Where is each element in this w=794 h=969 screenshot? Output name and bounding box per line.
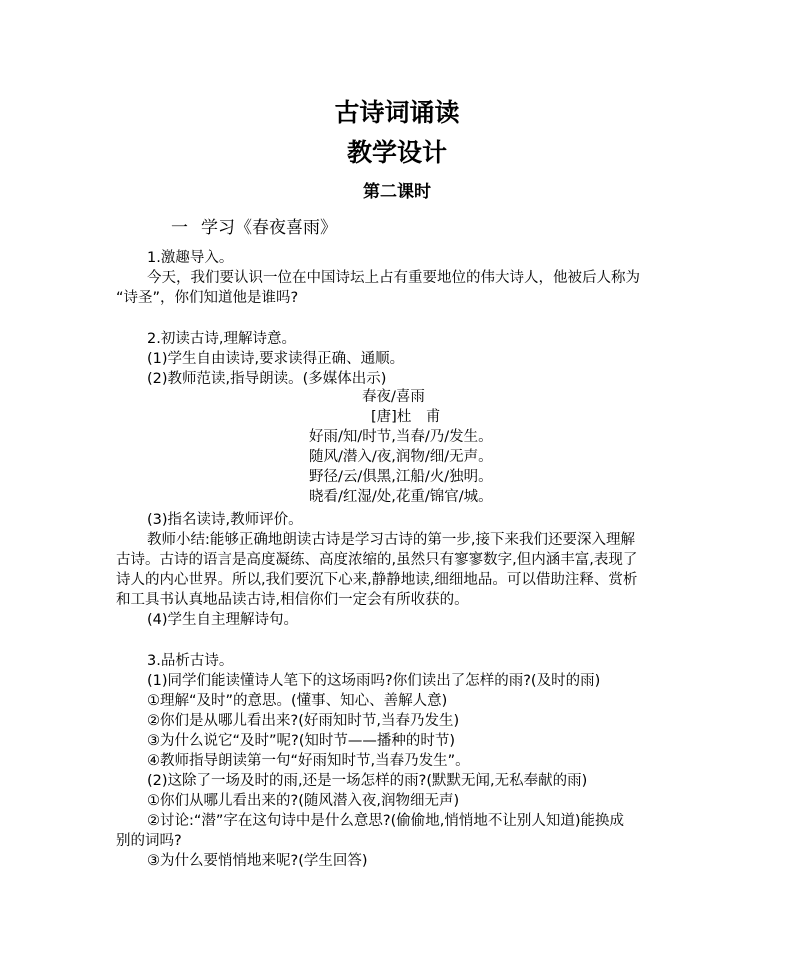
text-line: (4)学生自主理解诗句。 bbox=[147, 612, 299, 628]
text-line: (2)教师范读,指导朗读。(多媒体出示) bbox=[147, 371, 387, 387]
text-line: 教师小结:能够正确地朗读古诗是学习古诗的第一步,接下来我们还要深入理解 bbox=[147, 532, 635, 548]
poem-line: 好雨/知/时节,当春/乃/发生。 bbox=[309, 429, 493, 445]
text-line: 和工具书认真地品读古诗,相信你们一定会有所收获的。 bbox=[116, 592, 469, 608]
section-heading bbox=[171, 217, 337, 239]
text-line: ③为什么说它“及时”呢?(知时节——播种的时节) bbox=[147, 733, 456, 749]
poem-author: [唐]杜 甫 bbox=[371, 409, 441, 425]
lesson-period: 第二课时 bbox=[363, 182, 431, 202]
document-subtitle: 教学设计 bbox=[346, 138, 447, 167]
text-line: ①你们从哪儿看出来的?(随风潜入夜,润物细无声) bbox=[147, 793, 460, 809]
text-line: (1)同学们能读懂诗人笔下的这场雨吗?你们读出了怎样的雨?(及时的雨) bbox=[147, 673, 601, 689]
text-line: 诗人的内心世界。所以,我们要沉下心来,静静地读,细细地品。可以借助注释、赏析 bbox=[116, 572, 638, 588]
text-line: ①理解“及时”的意思。(懂事、知心、善解人意) bbox=[147, 693, 448, 709]
poem-title: 春夜/喜雨 bbox=[362, 389, 425, 405]
text-line: (1)学生自由读诗,要求读得正确、通顺。 bbox=[147, 351, 405, 367]
section-title: 学习《春夜喜雨》 bbox=[201, 218, 337, 238]
text-line: ④教师指导朗读第一句“好雨知时节,当春乃发生”。 bbox=[147, 753, 470, 769]
text-line: (3)指名读诗,教师评价。 bbox=[147, 512, 303, 528]
text-line: 3.品析古诗。 bbox=[147, 653, 234, 669]
section-number: 一 bbox=[171, 218, 188, 238]
text-line: “诗圣”，你们知道他是谁吗? bbox=[116, 290, 299, 306]
text-line: 古诗。古诗的语言是高度凝练、高度浓缩的,虽然只有寥寥数字,但内涵丰富,表现了 bbox=[116, 552, 638, 568]
poem-line: 随风/潜入/夜,润物/细/无声。 bbox=[309, 449, 493, 465]
text-line: 2.初读古诗,理解诗意。 bbox=[147, 331, 296, 347]
document-title: 古诗词诵读 bbox=[334, 98, 460, 127]
text-line: 别的词吗? bbox=[116, 833, 182, 849]
text-line: 今天，我们要认识一位在中国诗坛上占有重要地位的伟大诗人，他被后人称为 bbox=[147, 270, 640, 286]
poem-line: 野径/云/俱黑,江船/火/独明。 bbox=[309, 469, 493, 485]
poem-line: 晓看/红湿/处,花重/锦官/城。 bbox=[309, 489, 493, 505]
text-line: (2)这除了一场及时的雨,还是一场怎样的雨?(默默无闻,无私奉献的雨) bbox=[147, 773, 588, 789]
text-line: ②讨论:“潜”字在这句诗中是什么意思?(偷偷地,悄悄地不让别人知道)能换成 bbox=[147, 813, 625, 829]
text-line: 1.激趣导入。 bbox=[147, 250, 234, 266]
text-line: ③为什么要悄悄地来呢?(学生回答) bbox=[147, 853, 368, 869]
text-line: ②你们是从哪儿看出来?(好雨知时节,当春乃发生) bbox=[147, 713, 460, 729]
